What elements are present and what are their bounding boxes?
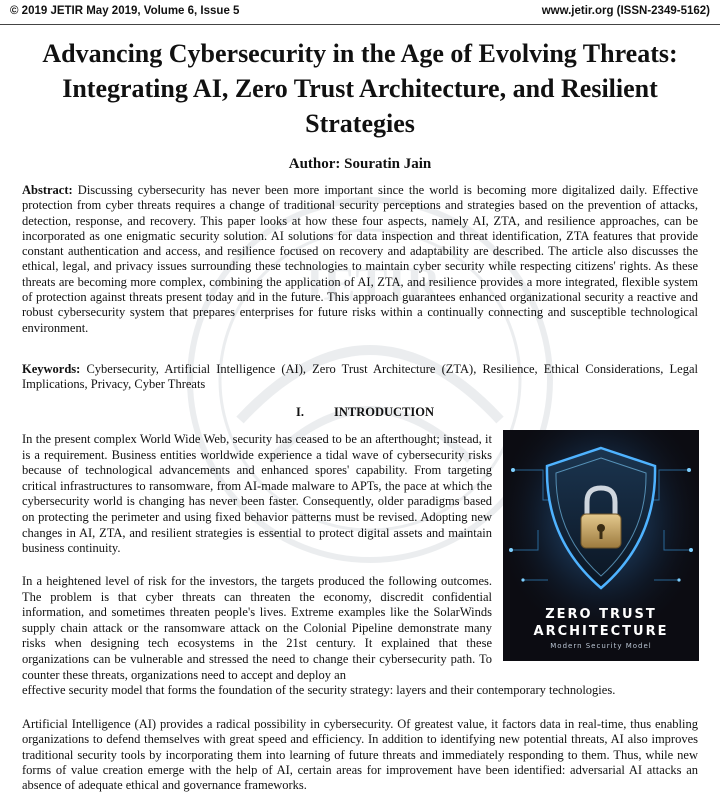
journal-website: www.jetir.org (ISSN-2349-5162) [541, 5, 710, 17]
figure-title-line-1: ZERO TRUST [545, 607, 657, 622]
keywords-text: Cybersecurity, Artificial Intelligence (AI), Zero Trust Architecture (ZTA), Resilience, Ethical Considerations, Legal Implications, Privacy, Cyber Threats [22, 362, 698, 392]
journal-citation: © 2019 JETIR May 2019, Volume 6, Issue 5 [10, 5, 240, 17]
figure-title-line-2: ARCHITECTURE [533, 624, 669, 639]
paper-author: Author: Souratin Jain [288, 156, 432, 172]
intro-paragraph-1: In the present complex World Wide Web, security has ceased to be an afterthought; instead, it is a requirement. Business entities worldwide experience a tidal wave of cybersecurity risks because of technological advancements and enhanced spores' capability. From targeting critical infrastructures to ransomware, from AI-made malware to APTs, the pace at which the cybersecurity world is changing has never been faster. Consequently, older paradigms based on protecting the perimeter and using fixed behavior patterns must be revised. Adopting new changes in AI, ZTA, and resilient strategies is essential to protect digital assets and maintain business continuity. [22, 432, 492, 556]
intro-paragraph-2-continued: effective security model that forms the foundation of the security strategy: layers and their contemporary technologies. [22, 683, 616, 697]
section-number: I. [296, 405, 304, 419]
paper-title: Advancing Cybersecurity in the Age of Evolving Threats: Integrating AI, Zero Trust Architecture, and Resilient Strategies [42, 39, 678, 138]
keywords-paragraph [22, 362, 698, 393]
abstract-label: Abstract: [22, 183, 73, 197]
intro-paragraph-2: In a heightened level of risk for the investors, the targets produced the following outcomes. The problem is that cyber threats can threaten the economy, discredit confidential information, and sometimes threaten people's lives. Extreme examples like the SolarWinds supply chain attack or the ransomware attack on the Colonial Pipeline demonstrate many risks when designing tech ecosystems in the 21st century. It explained that these organizations can be vulnerable and stressed the need to change their cybersecurity path. To counter these threats, organizations need to accept and deploy an [22, 574, 492, 682]
intro-paragraph-3: Artificial Intelligence (AI) provides a radical possibility in cybersecurity. Of greatest value, it factors data in real-time, thus enabling organizations to defend themselves with great speed and efficiency. In addition to identifying new potential threats, AI also improves traditional security tools by incorporating them into learning of future threats and immediately responding to them. Thus, while new forms of value creation emerge with the help of AI, certain areas for improvement have been identified: adversarial AI attacks an absence of adequate ethical and governance frameworks. [22, 717, 698, 793]
keywords-label: Keywords: [22, 362, 81, 376]
abstract-text: Discussing cybersecurity has never been more important since the world is becoming more digitalized daily. Effective protection from cyber threats requires a change of traditional security perceptions and strategies based on the prevention of attacks, detection, response, and recovery. This paper looks at how these four aspects, namely AI, ZTA, and resilience approaches, can be incorporated as one enigmatic security solution. AI solutions for data inspection and threat identification, ZTA features that provide constant authentication and access, and resilience focused on recovery and adaptability are described. The article also discusses the ethical, legal, and privacy issues surrounding these technologies to maintain cyber security while respecting citizens' rights. As these threats are becoming more complex, combining the application of AI, ZTA, and resilience provides a more integrated, flexible system of protection against threats present today and in the future. This approach guarantees enhanced organizational security a reactive and robust cybersecurity system that prepares enterprises for future risks within a continually connecting and susceptible technological environment. [22, 183, 698, 335]
journal-header [0, 0, 720, 25]
watermark-text: JETIR [299, 258, 441, 311]
figure-subtitle: Modern Security Model [550, 642, 652, 650]
section-heading-introduction [296, 405, 434, 420]
section-title: INTRODUCTION [334, 405, 435, 419]
zero-trust-figure [503, 430, 699, 661]
abstract-paragraph [22, 183, 698, 336]
